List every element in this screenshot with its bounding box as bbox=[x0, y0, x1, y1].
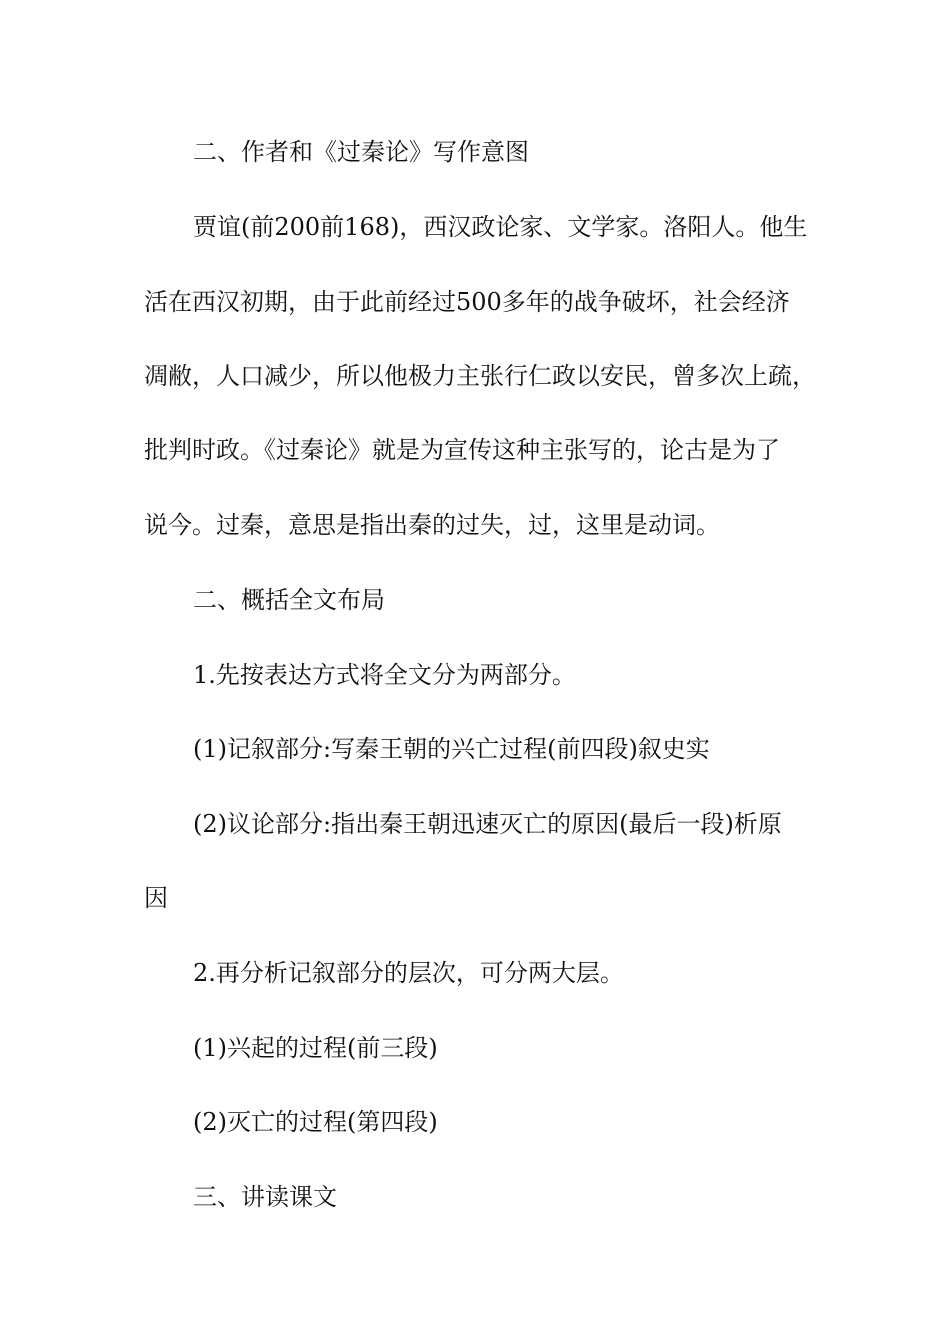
heading-lecture: 三、讲读课文 bbox=[193, 1183, 337, 1211]
list-item: 1.先按表达方式将全文分为两部分。 bbox=[193, 661, 576, 689]
list-item: 2.再分析记叙部分的层次，可分两大层。 bbox=[193, 959, 624, 987]
heading-author-intent: 二、作者和《过秦论》写作意图 bbox=[193, 138, 529, 166]
paragraph-line: 活在西汉初期，由于此前经过500多年的战争破坏，社会经济 bbox=[144, 288, 790, 316]
paragraph-line: 贾谊(前200前168)，西汉政论家、文学家。洛阳人。他生 bbox=[193, 213, 808, 241]
list-item-continuation: 因 bbox=[144, 884, 168, 912]
heading-structure: 二、概括全文布局 bbox=[193, 586, 385, 614]
paragraph-line: 凋敝，人口减少，所以他极力主张行仁政以安民，曾多次上疏， bbox=[144, 362, 816, 390]
list-item: (2)议论部分:指出秦王朝迅速灭亡的原因(最后一段)析原 bbox=[193, 810, 782, 838]
paragraph-line: 说今。过秦，意思是指出秦的过失，过，这里是动词。 bbox=[144, 511, 720, 539]
list-item: (1)兴起的过程(前三段) bbox=[193, 1034, 438, 1062]
paragraph-line: 批判时政。《过秦论》就是为宣传这种主张写的，论古是为了 bbox=[144, 436, 780, 464]
list-item: (2)灭亡的过程(第四段) bbox=[193, 1108, 438, 1136]
list-item: (1)记叙部分:写秦王朝的兴亡过程(前四段)叙史实 bbox=[193, 735, 710, 763]
